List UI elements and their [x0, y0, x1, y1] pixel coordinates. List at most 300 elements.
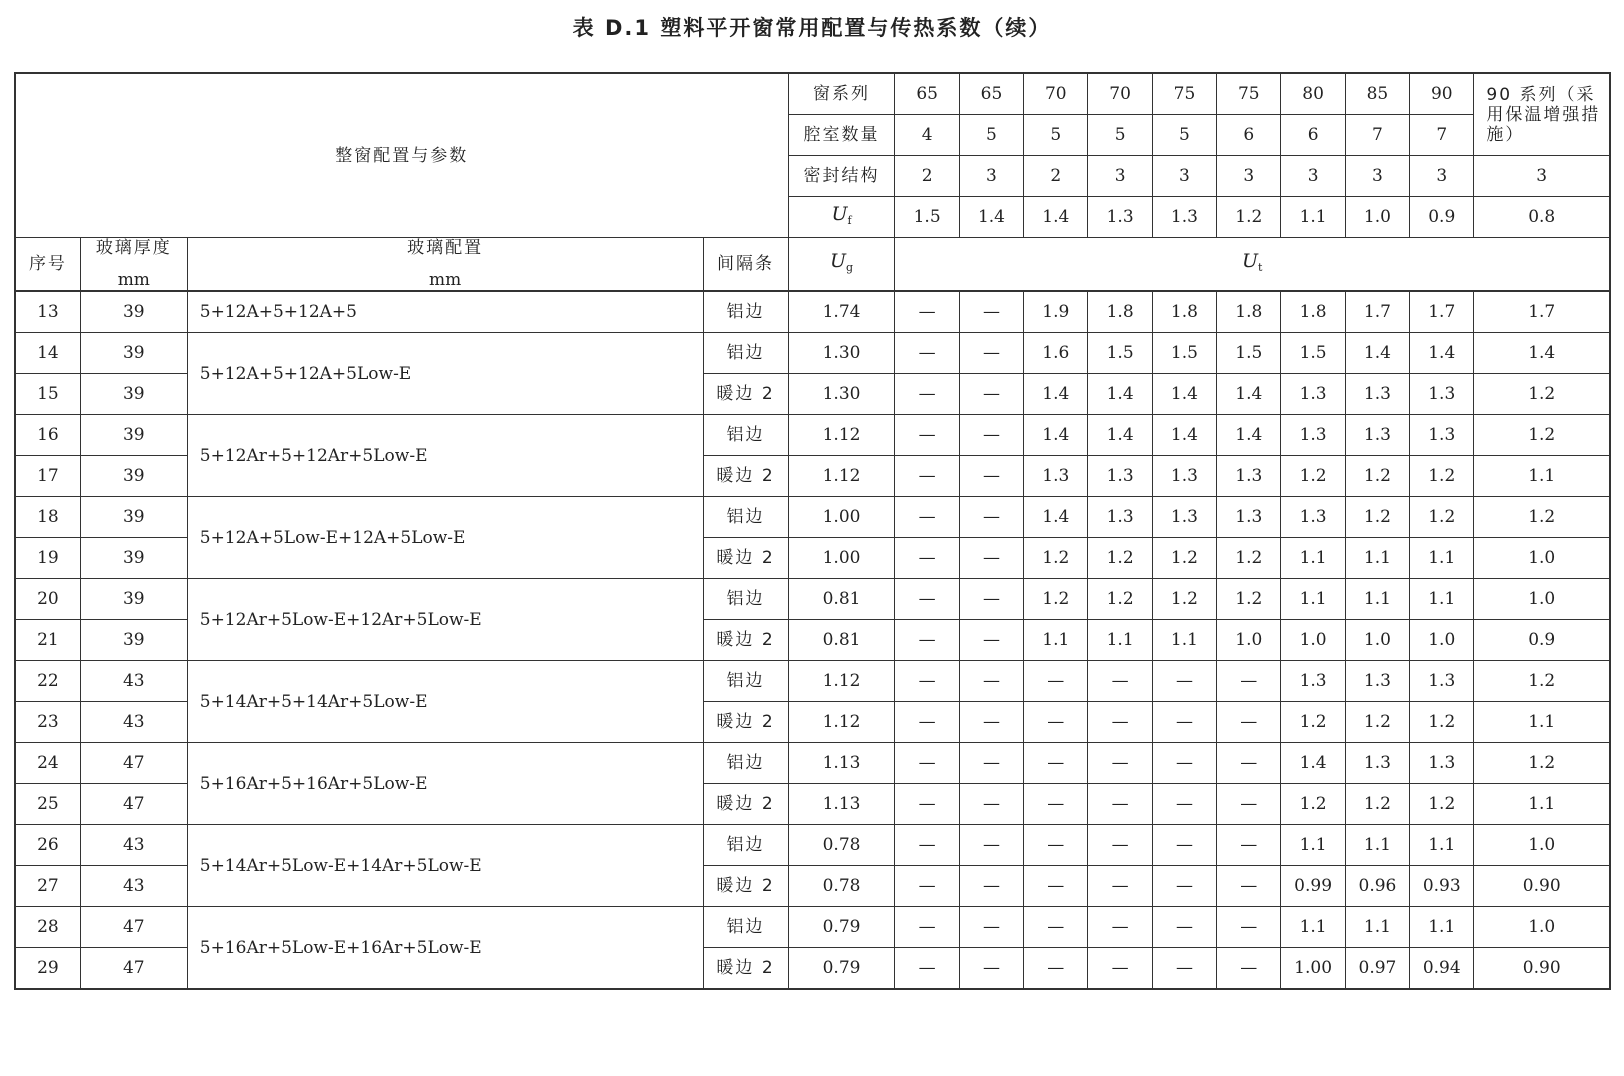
ut-value: — [959, 743, 1023, 784]
table-title: 表 D.1 塑料平开窗常用配置与传热系数（续） [572, 16, 1052, 40]
ut-value: 1.2 [1474, 415, 1610, 456]
ut-value: 1.3 [1152, 456, 1216, 497]
row-number: 17 [15, 456, 80, 497]
ut-value: 1.2 [1024, 579, 1088, 620]
seals-cell: 3 [1345, 156, 1409, 197]
ut-value: 1.0 [1410, 620, 1474, 661]
ut-value: — [1088, 825, 1152, 866]
ut-value: 1.2 [1474, 374, 1610, 415]
table-row [15, 825, 1610, 866]
chambers-cell: 7 [1345, 115, 1409, 156]
ut-value: 1.1 [1024, 620, 1088, 661]
glass-thickness: 47 [80, 907, 187, 948]
spacer-type: 暖边 2 [703, 374, 788, 415]
col-header-no: 序号 [15, 238, 80, 292]
ut-value: — [1024, 702, 1088, 743]
spacer-type: 铝边 [703, 907, 788, 948]
ut-value: 1.2 [1024, 538, 1088, 579]
ut-value: — [895, 866, 959, 907]
ut-value: — [1217, 661, 1281, 702]
ug-value: 0.79 [788, 907, 895, 948]
spacer-type: 铝边 [703, 333, 788, 374]
ut-value: 1.5 [1088, 333, 1152, 374]
row-number: 27 [15, 866, 80, 907]
ug-value: 0.78 [788, 825, 895, 866]
ut-value: — [1217, 702, 1281, 743]
ut-value: 1.1 [1345, 538, 1409, 579]
spacer-type: 铝边 [703, 743, 788, 784]
ut-value: 1.7 [1345, 291, 1409, 333]
column-header-row [15, 238, 1610, 292]
glass-thickness: 39 [80, 579, 187, 620]
ut-value: 0.94 [1410, 948, 1474, 990]
glass-thickness: 43 [80, 661, 187, 702]
ut-value: — [1152, 702, 1216, 743]
ut-value: 1.4 [1024, 415, 1088, 456]
ut-value: — [1088, 661, 1152, 702]
ut-value: — [895, 456, 959, 497]
ug-value: 0.79 [788, 948, 895, 990]
ut-value: — [1217, 866, 1281, 907]
ut-value: 1.0 [1217, 620, 1281, 661]
ug-value: 1.30 [788, 374, 895, 415]
series-cell: 65 [959, 73, 1023, 115]
uf-cell-insulated: 0.8 [1474, 197, 1610, 238]
glass-thickness: 43 [80, 866, 187, 907]
ug-value: 1.12 [788, 415, 895, 456]
ut-value: — [895, 743, 959, 784]
ut-value: 1.2 [1281, 784, 1345, 825]
ut-value: 1.2 [1410, 456, 1474, 497]
ut-value: 1.1 [1281, 907, 1345, 948]
insulated-series-note: 90 系列（采用保温增强措施） [1474, 73, 1610, 156]
ut-value: — [1217, 784, 1281, 825]
ut-value: 1.4 [1088, 374, 1152, 415]
table-row [15, 497, 1610, 538]
ut-value: 1.9 [1024, 291, 1088, 333]
ut-value: — [895, 415, 959, 456]
ut-value: — [1088, 743, 1152, 784]
ug-subscript: g [846, 260, 854, 274]
ut-value: 1.2 [1474, 661, 1610, 702]
ut-value: — [1088, 907, 1152, 948]
chambers-cell: 7 [1410, 115, 1474, 156]
ut-value: 1.2 [1410, 497, 1474, 538]
ut-value: 1.2 [1281, 456, 1345, 497]
ut-value: 1.1 [1474, 702, 1610, 743]
thickness-unit: mm [117, 270, 150, 290]
ut-value: — [1217, 948, 1281, 990]
ut-value: 1.5 [1281, 333, 1345, 374]
glass-thickness: 39 [80, 333, 187, 374]
ut-value: 1.0 [1345, 620, 1409, 661]
ut-value: 1.3 [1024, 456, 1088, 497]
ut-value: — [895, 825, 959, 866]
ut-value: 1.7 [1474, 291, 1610, 333]
ut-value: — [1024, 743, 1088, 784]
ut-value: 1.1 [1410, 907, 1474, 948]
ug-value: 0.81 [788, 579, 895, 620]
row-number: 22 [15, 661, 80, 702]
ut-value: — [1024, 784, 1088, 825]
seals-cell: 3 [1281, 156, 1345, 197]
ut-value: — [1152, 743, 1216, 784]
uf-cell: 1.2 [1217, 197, 1281, 238]
ug-symbol: U [830, 249, 847, 272]
ut-value: — [895, 907, 959, 948]
ut-value: 1.3 [1152, 497, 1216, 538]
uf-cell: 1.0 [1345, 197, 1409, 238]
ut-value: — [1024, 948, 1088, 990]
glass-thickness: 39 [80, 415, 187, 456]
uf-cell: 1.1 [1281, 197, 1345, 238]
ut-value: 1.2 [1217, 579, 1281, 620]
ut-value: 1.0 [1281, 620, 1345, 661]
ut-value: — [959, 333, 1023, 374]
chambers-cell: 6 [1281, 115, 1345, 156]
chambers-cell: 5 [1024, 115, 1088, 156]
ut-value: 1.3 [1410, 374, 1474, 415]
ut-value: 1.6 [1024, 333, 1088, 374]
row-number: 15 [15, 374, 80, 415]
ut-value: 1.3 [1345, 661, 1409, 702]
u-value-table [14, 72, 1611, 990]
spacer-type: 铝边 [703, 291, 788, 333]
ut-value: — [1152, 907, 1216, 948]
glass-thickness: 39 [80, 374, 187, 415]
ut-value: 1.2 [1281, 702, 1345, 743]
glass-thickness: 47 [80, 743, 187, 784]
ug-value: 1.00 [788, 538, 895, 579]
chambers-cell: 5 [959, 115, 1023, 156]
row-number: 14 [15, 333, 80, 374]
table-row [15, 333, 1610, 374]
seals-label: 密封结构 [788, 156, 895, 197]
uf-label [788, 197, 895, 238]
uf-cell: 1.4 [1024, 197, 1088, 238]
ut-value: 0.9 [1474, 620, 1610, 661]
series-cell: 80 [1281, 73, 1345, 115]
ut-value: 1.8 [1281, 291, 1345, 333]
col-header-config [187, 238, 703, 292]
ut-value: 1.4 [1088, 415, 1152, 456]
glass-config: 5+14Ar+5Low-E+14Ar+5Low-E [187, 825, 703, 907]
ut-value: 1.3 [1410, 743, 1474, 784]
spacer-type: 铝边 [703, 661, 788, 702]
glass-thickness: 39 [80, 497, 187, 538]
ut-value: 0.97 [1345, 948, 1409, 990]
ut-value: — [1217, 825, 1281, 866]
uf-cell: 0.9 [1410, 197, 1474, 238]
header-row-series [15, 73, 1610, 115]
ut-value: — [959, 415, 1023, 456]
glass-thickness: 39 [80, 620, 187, 661]
row-number: 19 [15, 538, 80, 579]
ut-value: 0.93 [1410, 866, 1474, 907]
ug-value: 1.00 [788, 497, 895, 538]
ut-value: 1.3 [1281, 497, 1345, 538]
uf-symbol: U [831, 202, 848, 225]
glass-config: 5+12Ar+5Low-E+12Ar+5Low-E [187, 579, 703, 661]
ut-value: — [895, 948, 959, 990]
ut-value: 1.1 [1152, 620, 1216, 661]
chambers-cell: 4 [895, 115, 959, 156]
spacer-type: 铝边 [703, 579, 788, 620]
glass-config: 5+12A+5Low-E+12A+5Low-E [187, 497, 703, 579]
spacer-type: 铝边 [703, 415, 788, 456]
ut-value: 1.7 [1410, 291, 1474, 333]
ut-value: 1.4 [1474, 333, 1610, 374]
ut-value: — [895, 291, 959, 333]
ut-value: 1.4 [1281, 743, 1345, 784]
series-cell: 70 [1088, 73, 1152, 115]
ut-value: — [959, 456, 1023, 497]
ut-value: — [1088, 784, 1152, 825]
ut-value: 1.8 [1088, 291, 1152, 333]
spacer-type: 暖边 2 [703, 784, 788, 825]
ut-value: 1.1 [1345, 579, 1409, 620]
glass-thickness: 47 [80, 784, 187, 825]
uf-subscript: f [847, 213, 852, 227]
ut-value: 1.4 [1217, 415, 1281, 456]
seals-cell: 3 [959, 156, 1023, 197]
ut-value: — [959, 661, 1023, 702]
glass-thickness: 43 [80, 825, 187, 866]
ut-value: — [895, 497, 959, 538]
spacer-type: 暖边 2 [703, 866, 788, 907]
ut-value: — [1024, 907, 1088, 948]
col-header-spacer: 间隔条 [703, 238, 788, 292]
ut-symbol: U [1242, 249, 1259, 272]
ut-value: — [895, 784, 959, 825]
ut-value: 1.3 [1088, 456, 1152, 497]
glass-config: 5+16Ar+5Low-E+16Ar+5Low-E [187, 907, 703, 990]
ug-value: 1.30 [788, 333, 895, 374]
config-label: 玻璃配置 [407, 238, 484, 258]
ut-value: — [895, 333, 959, 374]
glass-thickness: 39 [80, 538, 187, 579]
glass-config: 5+12A+5+12A+5Low-E [187, 333, 703, 415]
ug-value: 1.12 [788, 456, 895, 497]
chambers-cell: 5 [1088, 115, 1152, 156]
ut-value: 1.2 [1345, 702, 1409, 743]
ut-value: 1.3 [1281, 374, 1345, 415]
seals-cell: 2 [1024, 156, 1088, 197]
seals-cell: 3 [1217, 156, 1281, 197]
glass-thickness: 43 [80, 702, 187, 743]
spacer-type: 暖边 2 [703, 948, 788, 990]
ut-value: 1.2 [1345, 497, 1409, 538]
series-cell: 70 [1024, 73, 1088, 115]
col-header-ut [895, 238, 1610, 292]
ut-value: 1.4 [1217, 374, 1281, 415]
ut-value: — [1217, 907, 1281, 948]
ut-value: 0.96 [1345, 866, 1409, 907]
ut-value: 1.4 [1152, 415, 1216, 456]
row-number: 28 [15, 907, 80, 948]
ut-value: 1.4 [1152, 374, 1216, 415]
ut-value: 1.5 [1152, 333, 1216, 374]
ut-value: — [1088, 866, 1152, 907]
ut-value: 1.4 [1410, 333, 1474, 374]
spacer-type: 暖边 2 [703, 538, 788, 579]
ut-value: 1.2 [1088, 538, 1152, 579]
row-number: 25 [15, 784, 80, 825]
uf-cell: 1.4 [959, 197, 1023, 238]
ut-value: 1.2 [1152, 579, 1216, 620]
ut-value: — [1152, 825, 1216, 866]
spacer-type: 暖边 2 [703, 456, 788, 497]
ut-value: 1.00 [1281, 948, 1345, 990]
glass-config: 5+12A+5+12A+5 [187, 291, 703, 333]
row-number: 23 [15, 702, 80, 743]
ut-value: 1.3 [1345, 415, 1409, 456]
overall-header: 整窗配置与参数 [15, 73, 788, 238]
col-header-thickness [80, 238, 187, 292]
spacer-type: 铝边 [703, 497, 788, 538]
ut-value: 1.1 [1345, 907, 1409, 948]
ut-value: — [895, 620, 959, 661]
ut-value: 1.1 [1281, 825, 1345, 866]
ut-value: 1.0 [1474, 825, 1610, 866]
ut-value: — [959, 907, 1023, 948]
ut-value: 1.2 [1410, 784, 1474, 825]
ut-value: 1.8 [1217, 291, 1281, 333]
chambers-cell: 6 [1217, 115, 1281, 156]
glass-config: 5+16Ar+5+16Ar+5Low-E [187, 743, 703, 825]
thickness-label: 玻璃厚度 [95, 238, 172, 258]
ut-value: — [959, 825, 1023, 866]
ut-value: 1.3 [1345, 743, 1409, 784]
ut-value: 1.2 [1345, 784, 1409, 825]
ut-value: — [1024, 825, 1088, 866]
ut-value: — [959, 784, 1023, 825]
ug-value: 1.13 [788, 743, 895, 784]
glass-thickness: 39 [80, 456, 187, 497]
ut-value: — [1024, 661, 1088, 702]
row-number: 24 [15, 743, 80, 784]
ut-value: 1.1 [1474, 456, 1610, 497]
ut-value: — [959, 702, 1023, 743]
row-number: 16 [15, 415, 80, 456]
ut-value: 1.3 [1345, 374, 1409, 415]
table-row [15, 907, 1610, 948]
table-row [15, 415, 1610, 456]
ut-value: 1.2 [1152, 538, 1216, 579]
ut-value: — [895, 702, 959, 743]
ut-value: 1.3 [1281, 661, 1345, 702]
seals-cell: 3 [1410, 156, 1474, 197]
ut-value: 1.0 [1474, 907, 1610, 948]
table-row [15, 661, 1610, 702]
ut-value: 1.5 [1217, 333, 1281, 374]
series-label: 窗系列 [788, 73, 895, 115]
ut-value: 1.3 [1410, 661, 1474, 702]
ut-value: — [1152, 948, 1216, 990]
ut-value: 1.1 [1410, 825, 1474, 866]
ut-value: — [1088, 702, 1152, 743]
row-number: 13 [15, 291, 80, 333]
seals-cell: 2 [895, 156, 959, 197]
row-number: 29 [15, 948, 80, 990]
config-unit: mm [429, 270, 462, 290]
ut-value: 0.90 [1474, 948, 1610, 990]
ug-value: 0.78 [788, 866, 895, 907]
ut-value: 1.1 [1410, 538, 1474, 579]
ut-value: 1.1 [1345, 825, 1409, 866]
ut-value: — [1152, 661, 1216, 702]
ut-value: 0.99 [1281, 866, 1345, 907]
ut-value: 1.4 [1345, 333, 1409, 374]
seals-cell-insulated: 3 [1474, 156, 1610, 197]
ut-value: 0.90 [1474, 866, 1610, 907]
ut-value: — [959, 538, 1023, 579]
uf-cell: 1.3 [1088, 197, 1152, 238]
ut-value: 1.1 [1410, 579, 1474, 620]
ut-value: — [959, 374, 1023, 415]
glass-config: 5+14Ar+5+14Ar+5Low-E [187, 661, 703, 743]
ut-value: — [895, 661, 959, 702]
ut-value: — [895, 374, 959, 415]
ut-value: 1.1 [1281, 538, 1345, 579]
ut-value: 1.3 [1410, 415, 1474, 456]
ut-value: 1.2 [1088, 579, 1152, 620]
ut-value: 1.2 [1474, 497, 1610, 538]
ut-value: — [959, 497, 1023, 538]
table-row [15, 579, 1610, 620]
ut-value: 1.1 [1088, 620, 1152, 661]
ut-subscript: t [1258, 260, 1263, 274]
series-cell: 75 [1152, 73, 1216, 115]
series-cell: 65 [895, 73, 959, 115]
ut-value: 1.4 [1024, 497, 1088, 538]
uf-cell: 1.5 [895, 197, 959, 238]
spacer-type: 铝边 [703, 825, 788, 866]
ut-value: — [1217, 743, 1281, 784]
ut-value: — [1152, 866, 1216, 907]
ut-value: 1.3 [1281, 415, 1345, 456]
ut-value: 1.1 [1281, 579, 1345, 620]
ut-value: — [895, 579, 959, 620]
row-number: 26 [15, 825, 80, 866]
series-cell: 85 [1345, 73, 1409, 115]
ut-value: — [1024, 866, 1088, 907]
glass-thickness: 47 [80, 948, 187, 990]
ug-value: 1.13 [788, 784, 895, 825]
ut-value: 1.4 [1024, 374, 1088, 415]
ut-value: 1.1 [1474, 784, 1610, 825]
ut-value: 1.2 [1345, 456, 1409, 497]
row-number: 18 [15, 497, 80, 538]
spacer-type: 暖边 2 [703, 620, 788, 661]
ut-value: 1.0 [1474, 579, 1610, 620]
row-number: 20 [15, 579, 80, 620]
series-cell: 90 [1410, 73, 1474, 115]
ug-value: 1.12 [788, 702, 895, 743]
ut-value: 1.3 [1088, 497, 1152, 538]
chambers-label: 腔室数量 [788, 115, 895, 156]
ut-value: — [1152, 784, 1216, 825]
ug-value: 1.74 [788, 291, 895, 333]
ut-value: — [959, 291, 1023, 333]
ut-value: 1.3 [1217, 497, 1281, 538]
spacer-type: 暖边 2 [703, 702, 788, 743]
seals-cell: 3 [1088, 156, 1152, 197]
ut-value: 1.0 [1474, 538, 1610, 579]
ut-value: — [959, 579, 1023, 620]
ut-value: 1.3 [1217, 456, 1281, 497]
table-row [15, 291, 1610, 333]
